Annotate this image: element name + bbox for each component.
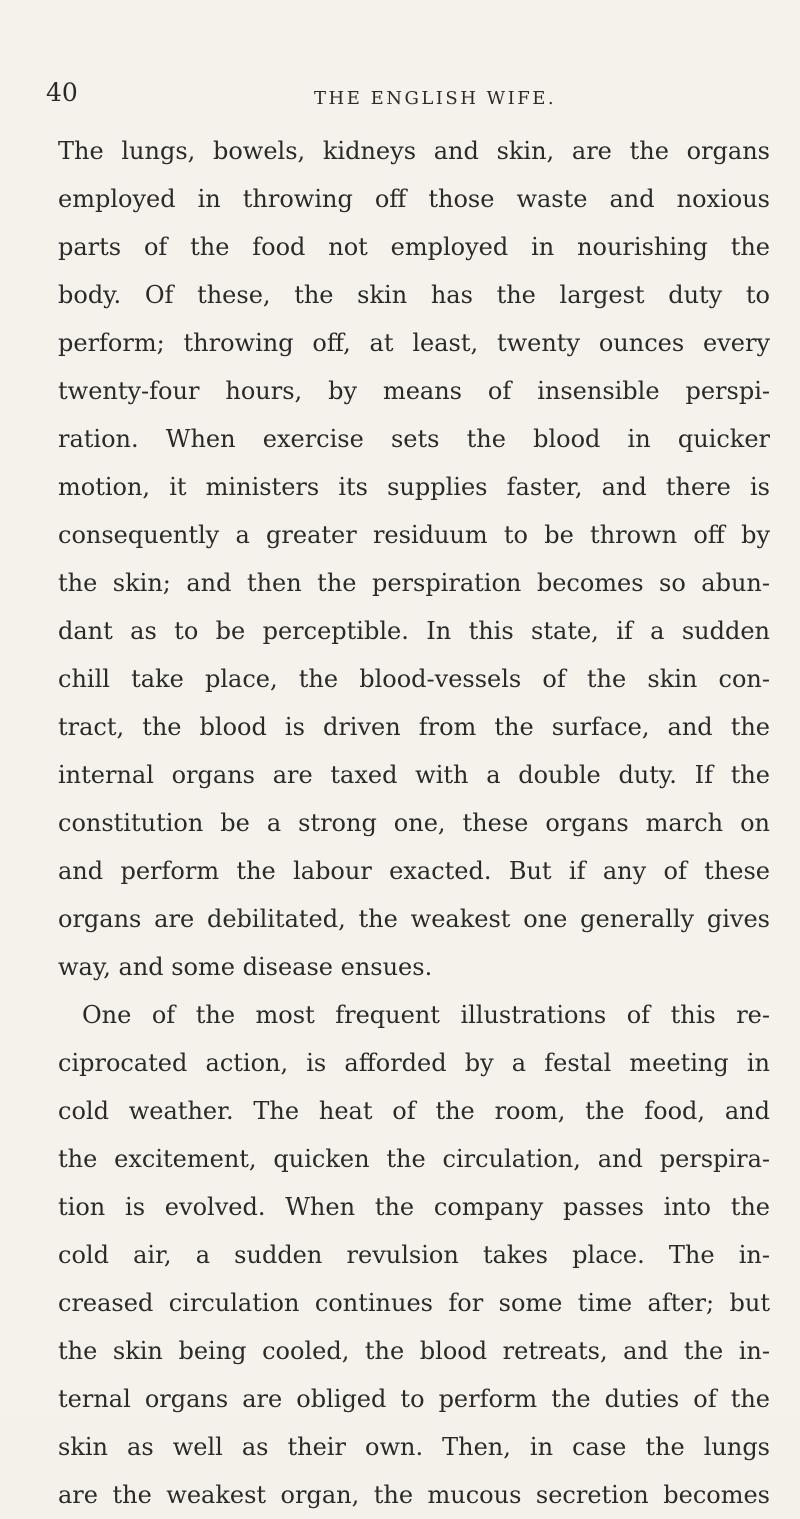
text-line: cold air, a sudden revulsion takes place. The in- xyxy=(58,1241,770,1269)
text-line: way, and some disease ensues. xyxy=(58,953,433,981)
text-line: twenty-four hours, by means of insensible perspi- xyxy=(58,377,770,405)
text-line: parts of the food not employed in nourishing the xyxy=(58,233,770,261)
text-line: consequently a greater residuum to be thrown off by xyxy=(58,521,770,549)
running-title: THE ENGLISH WIFE. xyxy=(314,88,557,109)
text-line: the skin being cooled, the blood retreats, and the in- xyxy=(58,1337,770,1365)
text-line: the skin; and then the perspiration becomes so abun- xyxy=(58,569,770,597)
text-line: chill take place, the blood-vessels of the skin con- xyxy=(58,665,770,693)
text-line: and perform the labour exacted. But if any of these xyxy=(58,857,770,885)
text-line: internal organs are taxed with a double duty. If the xyxy=(58,761,770,789)
text-line: cold weather. The heat of the room, the food, and xyxy=(58,1097,770,1125)
text-line: are the weakest organ, the mucous secretion becomes xyxy=(58,1481,770,1509)
text-line: ternal organs are obliged to perform the duties of the xyxy=(58,1385,770,1413)
text-line: ration. When exercise sets the blood in quicker xyxy=(58,425,770,453)
text-line: tract, the blood is driven from the surface, and the xyxy=(58,713,770,741)
text-line: tion is evolved. When the company passes into the xyxy=(58,1193,770,1221)
text-line: employed in throwing off those waste and noxious xyxy=(58,185,770,213)
text-line: motion, it ministers its supplies faster, and there is xyxy=(58,473,770,501)
page-number: 40 xyxy=(46,78,78,107)
page-header xyxy=(46,78,746,118)
body-text xyxy=(58,127,770,1519)
text-line: dant as to be perceptible. In this state, if a sudden xyxy=(58,617,770,645)
text-line: creased circulation continues for some time after; but xyxy=(58,1289,770,1317)
text-line: perform; throwing off, at least, twenty ounces every xyxy=(58,329,770,357)
text-line: the excitement, quicken the circulation, and perspira- xyxy=(58,1145,770,1173)
text-line: body. Of these, the skin has the largest duty to xyxy=(58,281,770,309)
text-line: constitution be a strong one, these organs march on xyxy=(58,809,770,837)
text-line: One of the most frequent illustrations of this re- xyxy=(82,1001,770,1029)
text-line: The lungs, bowels, kidneys and skin, are the organs xyxy=(58,137,770,165)
text-line: organs are debilitated, the weakest one generally gives xyxy=(58,905,770,933)
text-line: skin as well as their own. Then, in case the lungs xyxy=(58,1433,770,1461)
text-line: ciprocated action, is afforded by a festal meeting in xyxy=(58,1049,770,1077)
